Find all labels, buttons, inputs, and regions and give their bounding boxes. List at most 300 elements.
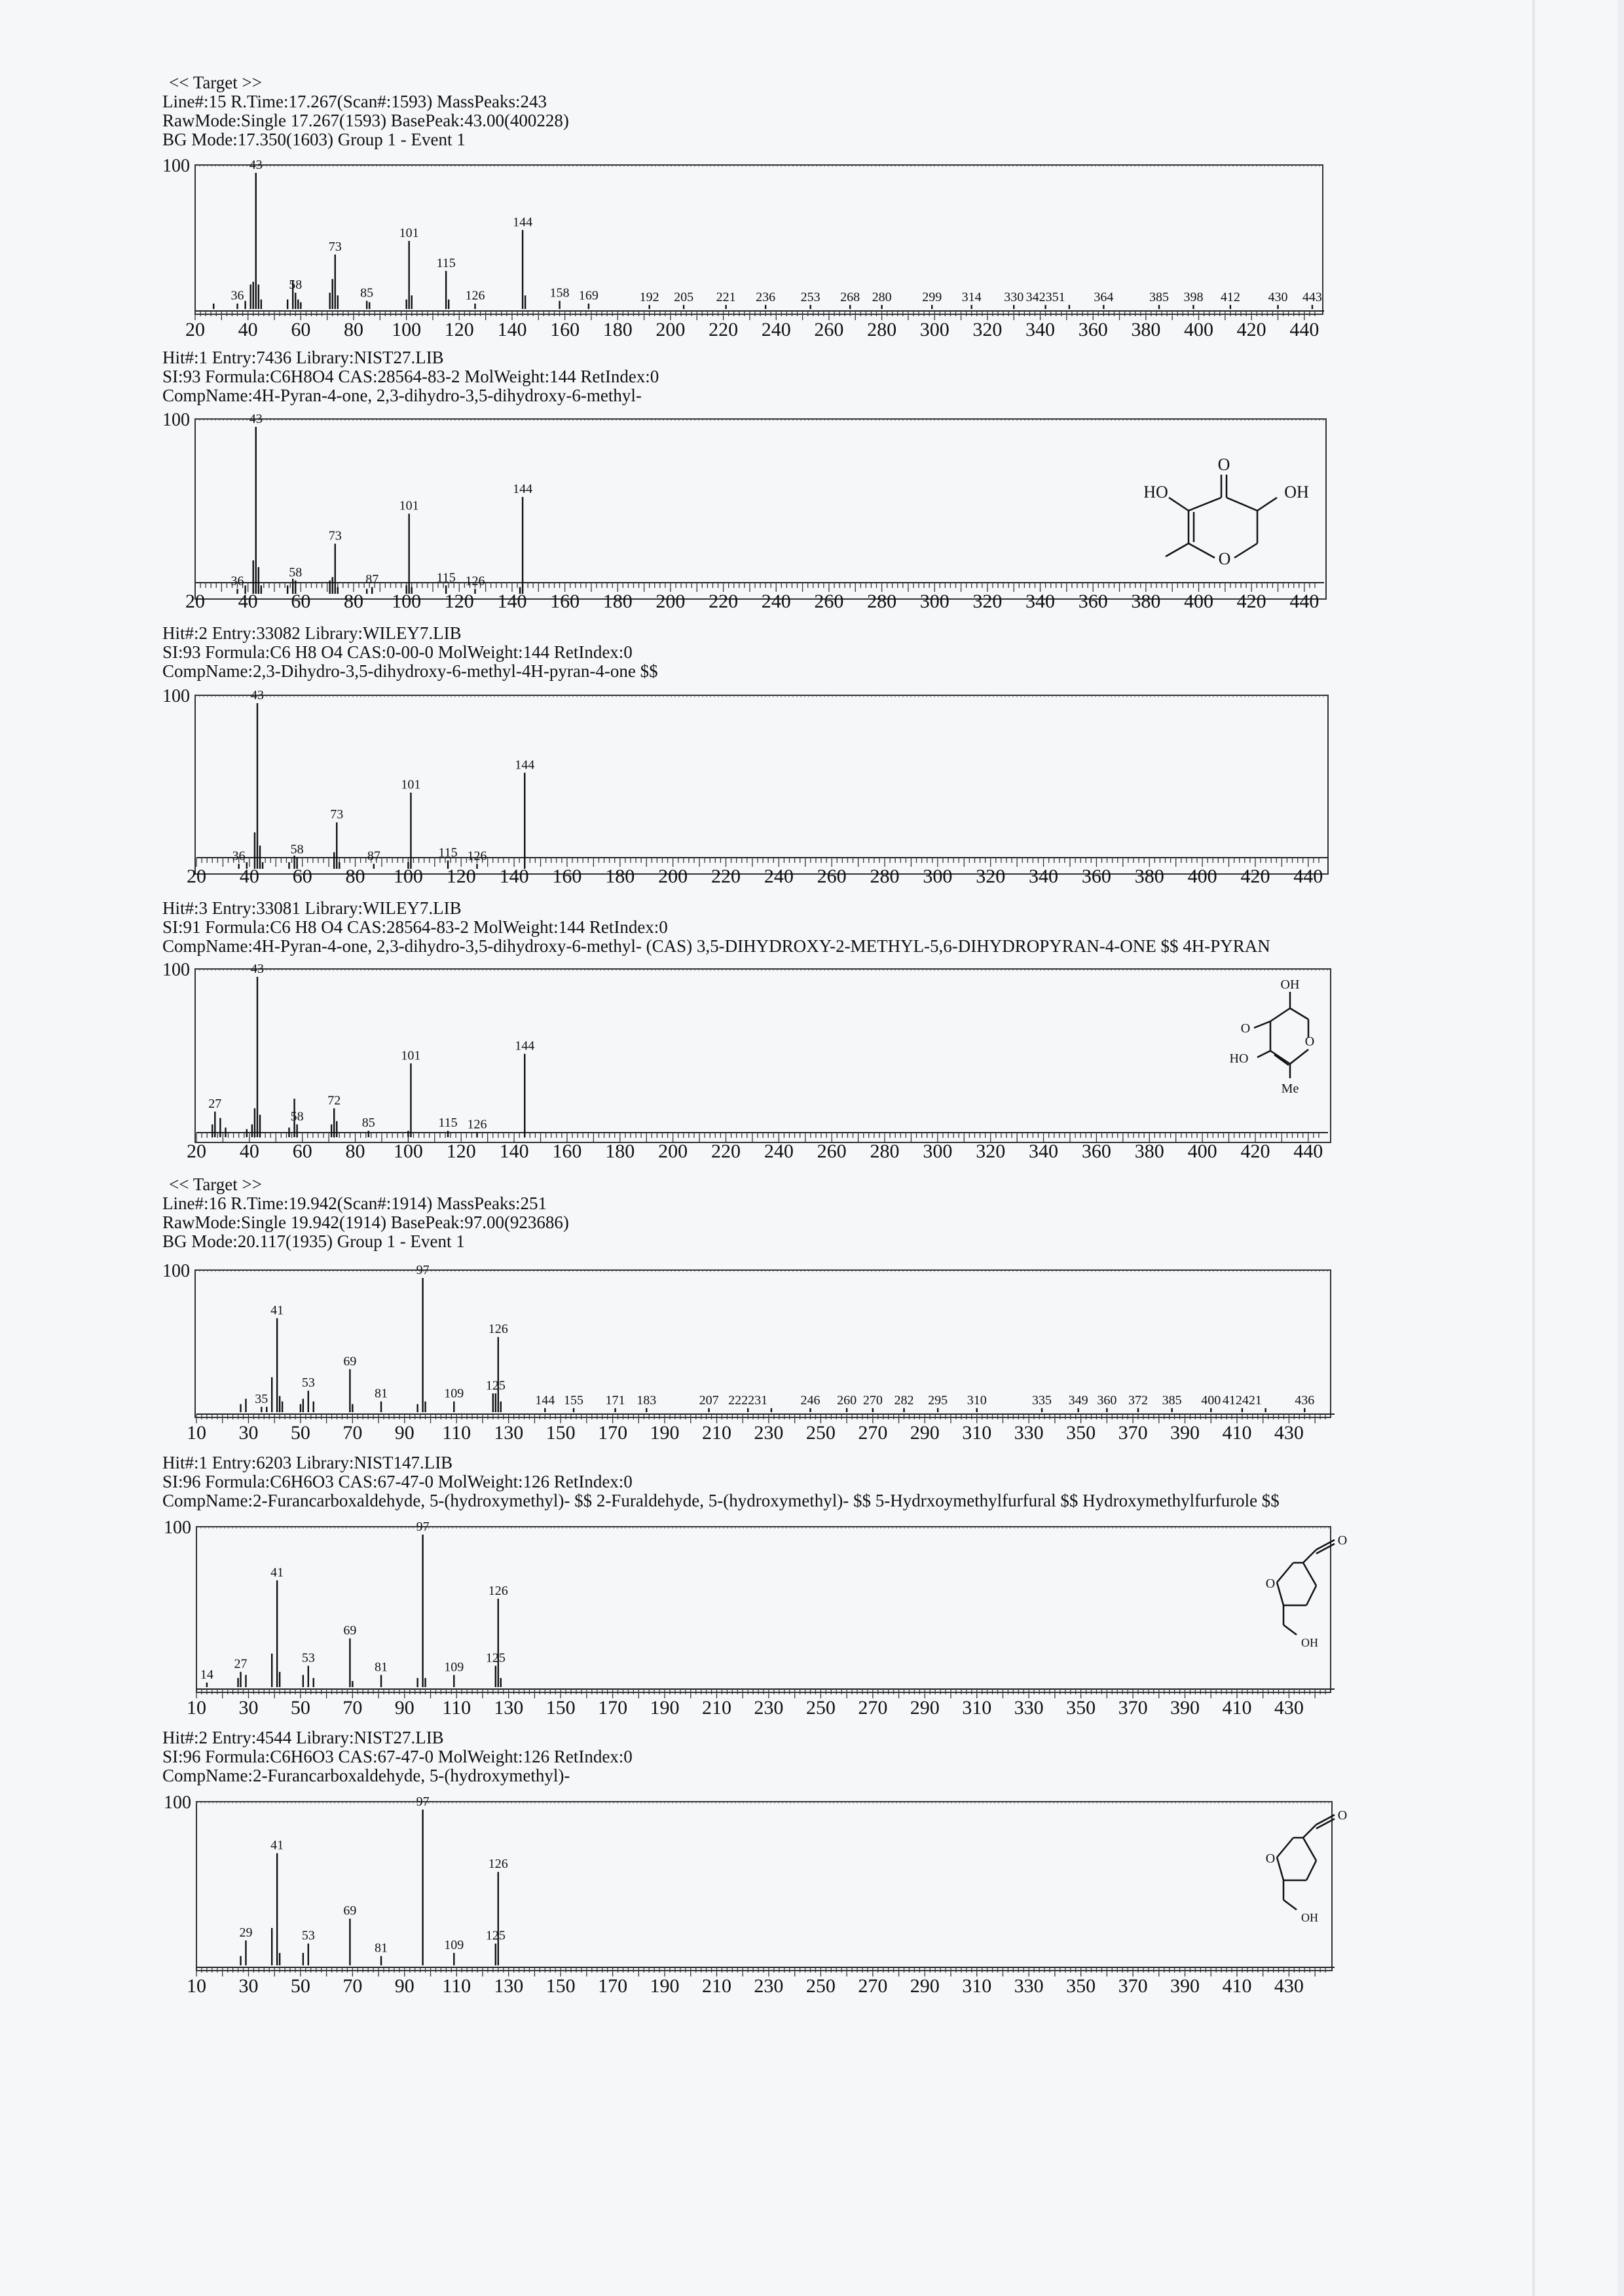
x-tick-label: 380 [1131, 591, 1161, 612]
x-tick-label: 230 [754, 1422, 784, 1444]
x-tick-label: 240 [761, 319, 791, 340]
x-tick-label: 310 [962, 1697, 992, 1719]
x-tick-label: 250 [805, 1975, 836, 1997]
panel-header-line: RawMode:Single 19.942(1914) BasePeak:97.00(923686) [162, 1212, 569, 1232]
x-tick-label: 80 [343, 319, 363, 340]
y-axis-max-label: 100 [162, 960, 190, 980]
x-tick-label: 250 [805, 1697, 836, 1719]
peak-label: 221 [716, 289, 736, 304]
peak-label: 295 [928, 1393, 948, 1408]
x-tick-label: 160 [552, 1140, 582, 1162]
x-tick-label: 160 [550, 591, 580, 612]
peak-label: 126 [465, 574, 485, 589]
x-tick-label: 70 [342, 1975, 363, 1997]
peak-label: 27 [208, 1096, 222, 1111]
x-tick-label: 340 [1025, 591, 1056, 612]
peak-label: 436 [1295, 1393, 1315, 1408]
peak-label: 109 [444, 1937, 464, 1952]
peak-label: 87 [365, 572, 379, 587]
peak-label: 364 [1094, 289, 1114, 304]
x-tick-label: 410 [1222, 1697, 1252, 1719]
x-tick-label: 350 [1066, 1697, 1096, 1719]
x-tick-label: 170 [598, 1697, 628, 1719]
x-tick-label: 440 [1293, 866, 1323, 887]
peak-label: 385 [1162, 1393, 1182, 1408]
ring-bond-4 [1277, 1857, 1283, 1880]
x-tick-label: 220 [710, 1140, 741, 1162]
peak-label: 430 [1268, 289, 1288, 304]
x-tick-label: 320 [976, 866, 1006, 887]
peak-label: 169 [578, 288, 599, 303]
x-tick-label: 150 [545, 1422, 576, 1444]
peak-label: 97 [416, 1795, 430, 1809]
peak-label: 236 [756, 289, 776, 304]
peak-label: 360 [1097, 1393, 1117, 1408]
x-tick-label: 90 [394, 1422, 415, 1444]
x-tick-label: 10 [187, 1697, 206, 1719]
panel-header-line: SI:93 Formula:C6H8O4 CAS:28564-83-2 MolWeight:144 RetIndex:0 [162, 367, 659, 386]
peak-label: 29 [239, 1925, 253, 1940]
peak-label: 314 [961, 289, 982, 304]
x-tick-label: 210 [701, 1422, 731, 1444]
x-tick-label: 30 [238, 1697, 259, 1719]
peak-label: 260 [837, 1393, 857, 1408]
peak-label: 412421 [1222, 1393, 1262, 1408]
x-tick-label: 290 [910, 1697, 940, 1719]
x-tick-label: 180 [605, 866, 635, 887]
x-tick-label: 430 [1274, 1975, 1304, 1997]
x-tick-label: 140 [499, 1140, 529, 1162]
x-tick-label: 190 [650, 1975, 680, 1997]
peak-label: 125 [485, 1928, 506, 1943]
peak-label: 101 [401, 1048, 421, 1063]
peak-label: 69 [343, 1354, 357, 1369]
peak-label: 115 [438, 1116, 458, 1131]
x-tick-label: 400 [1187, 1140, 1217, 1162]
peak-label: 299 [922, 289, 942, 304]
peak-label: 69 [343, 1623, 357, 1638]
x-tick-label: 50 [290, 1697, 310, 1719]
atom-label-ho: HO [1229, 1051, 1249, 1066]
x-tick-label: 110 [442, 1697, 471, 1719]
peak-label: 73 [328, 528, 342, 543]
atom-label-oh: OH [1280, 977, 1300, 992]
x-tick-label: 270 [858, 1697, 888, 1719]
x-tick-label: 400 [1184, 319, 1214, 340]
peak-label: 53 [301, 1928, 315, 1943]
peak-label: 158 [549, 285, 570, 301]
x-tick-label: 50 [290, 1422, 310, 1444]
x-tick-label: 310 [962, 1975, 992, 1997]
peak-label: 385 [1149, 289, 1170, 304]
x-tick-label: 80 [345, 866, 365, 887]
atom-label-oh: OH [1301, 1911, 1318, 1924]
x-tick-label: 440 [1289, 591, 1320, 612]
peak-label: 81 [375, 1941, 388, 1956]
x-tick-label: 30 [238, 1975, 259, 1997]
x-tick-label: 120 [444, 319, 474, 340]
peak-label: 36 [231, 288, 244, 303]
panel-header-line: CompName:2,3-Dihydro-3,5-dihydroxy-6-methyl-4H-pyran-4-one $$ [162, 661, 658, 681]
panel-header-line: CompName:4H-Pyran-4-one, 2,3-dihydro-3,5-dihydroxy-6-methyl- (CAS) 3,5-DIHYDROXY-2-METHYL-5,6-DIHYDROPYRAN-4-ONE $$ 4H-PYRAN [162, 936, 1270, 956]
y-axis-max-label: 100 [164, 1793, 191, 1813]
x-tick-label: 280 [870, 866, 900, 887]
peak-label: 126 [467, 848, 487, 864]
peak-label: 126 [465, 288, 485, 303]
peak-label: 41 [270, 1565, 284, 1580]
x-tick-label: 350 [1066, 1975, 1096, 1997]
x-tick-label: 90 [394, 1697, 415, 1719]
atom-label-oh: OH [1284, 483, 1309, 501]
x-tick-label: 390 [1170, 1697, 1200, 1719]
peak-label: 207 [699, 1393, 719, 1408]
peak-label: 109 [444, 1660, 464, 1675]
peak-label: 246 [800, 1393, 821, 1408]
x-tick-label: 320 [972, 591, 1003, 612]
peak-label: 43 [249, 412, 263, 426]
x-tick-label: 390 [1170, 1975, 1200, 1997]
x-tick-label: 230 [754, 1975, 784, 1997]
panel-header-line: CompName:2-Furancarboxaldehyde, 5-(hydroxymethyl)- $$ 2-Furaldehyde, 5-(hydroxymethyl)- $$ 5-Hydrxoymethylfurfural $$ Hydroxymethylfurfurole $$ [162, 1491, 1280, 1510]
peak-label: 101 [399, 226, 419, 240]
peak-label: 171 [605, 1393, 625, 1408]
peak-label: 73 [328, 239, 342, 254]
panel-header-line: SI:91 Formula:C6 H8 O4 CAS:28564-83-2 MolWeight:144 RetIndex:0 [162, 917, 668, 937]
x-tick-label: 180 [602, 319, 633, 340]
x-tick-label: 370 [1118, 1422, 1148, 1444]
peak-label: 101 [401, 777, 421, 792]
peak-label: 109 [444, 1386, 464, 1401]
y-axis-max-label: 100 [162, 686, 190, 706]
x-tick-label: 40 [238, 319, 258, 340]
x-tick-label: 10 [187, 1975, 206, 1997]
panel-header-line: SI:96 Formula:C6H6O3 CAS:67-47-0 MolWeight:126 RetIndex:0 [162, 1472, 633, 1491]
x-tick-label: 260 [817, 1140, 847, 1162]
peak-label: 41 [270, 1303, 284, 1318]
x-tick-label: 120 [444, 591, 474, 612]
x-tick-label: 370 [1118, 1697, 1148, 1719]
x-tick-label: 240 [761, 591, 791, 612]
x-tick-label: 70 [342, 1422, 363, 1444]
x-tick-label: 20 [187, 1140, 206, 1162]
x-tick-label: 300 [923, 866, 953, 887]
x-tick-label: 170 [598, 1422, 628, 1444]
atom-label-o_ald: O [1337, 1533, 1348, 1548]
y-axis-max-label: 100 [164, 1518, 191, 1538]
panel-header-line: Hit#:2 Entry:4544 Library:NIST27.LIB [162, 1728, 444, 1747]
peak-label: 69 [343, 1903, 357, 1918]
x-tick-label: 40 [239, 866, 259, 887]
peak-label: 101 [399, 498, 419, 513]
atom-label-me: Me [1281, 1082, 1299, 1096]
atom-label-o_ring: O [1265, 1576, 1276, 1591]
x-tick-label: 410 [1222, 1422, 1252, 1444]
peak-label: 412 [1220, 289, 1240, 304]
x-tick-label: 240 [764, 1140, 794, 1162]
x-tick-label: 20 [187, 866, 206, 887]
peak-label: 222231 [728, 1393, 768, 1408]
x-tick-label: 100 [393, 866, 423, 887]
peak-label: 144 [535, 1393, 555, 1408]
peak-label: 58 [290, 842, 304, 857]
x-tick-label: 420 [1240, 1140, 1270, 1162]
peak-label: 35 [255, 1391, 268, 1406]
x-tick-label: 100 [393, 1140, 423, 1162]
peak-label: 85 [360, 285, 374, 301]
ring-bond-5 [1277, 1838, 1293, 1857]
x-tick-label: 440 [1293, 1140, 1323, 1162]
x-tick-label: 170 [598, 1975, 628, 1997]
structure-hmf [1266, 1808, 1347, 1924]
x-tick-label: 40 [238, 591, 258, 612]
x-tick-label: 40 [239, 1140, 259, 1162]
y-axis-max-label: 100 [162, 410, 190, 430]
peak-label: 125 [485, 1378, 506, 1393]
panel-header-line: BG Mode:20.117(1935) Group 1 - Event 1 [162, 1231, 465, 1251]
panel-header-line: Line#:15 R.Time:17.267(Scan#:1593) MassPeaks:243 [162, 92, 547, 111]
peak-label: 53 [301, 1650, 315, 1666]
atom-label-oh: OH [1301, 1636, 1318, 1649]
peak-label: 268 [840, 289, 860, 304]
panel-header-line: SI:93 Formula:C6 H8 O4 CAS:0-00-0 MolWeight:144 RetIndex:0 [162, 642, 633, 662]
ring-bond-1 [1303, 1838, 1316, 1861]
peak-label: 43 [250, 962, 264, 976]
atom-label-o_top: O [1217, 455, 1230, 474]
peak-label: 126 [488, 1322, 508, 1337]
x-tick-label: 360 [1081, 866, 1111, 887]
peak-label: 115 [436, 570, 456, 585]
x-tick-label: 50 [290, 1975, 310, 1997]
peak-label: 335 [1032, 1393, 1052, 1408]
x-tick-label: 200 [658, 1140, 688, 1162]
x-tick-label: 200 [655, 591, 686, 612]
peak-label: 270 [862, 1393, 883, 1408]
x-tick-label: 140 [497, 591, 527, 612]
peak-label: 400 [1201, 1393, 1221, 1408]
x-tick-label: 220 [709, 319, 739, 340]
x-tick-label: 190 [650, 1422, 680, 1444]
peak-label: 115 [438, 845, 458, 860]
peak-label: 144 [513, 215, 533, 230]
peak-label: 36 [232, 848, 246, 864]
oh-bond [1283, 1900, 1297, 1910]
x-tick-label: 270 [858, 1975, 888, 1997]
x-tick-label: 280 [867, 319, 897, 340]
panel-header-line: Line#:16 R.Time:19.942(Scan#:1914) MassPeaks:251 [162, 1194, 547, 1213]
x-tick-label: 130 [494, 1422, 524, 1444]
x-tick-label: 260 [817, 866, 847, 887]
peak-label: 282 [894, 1393, 914, 1408]
x-tick-label: 380 [1131, 319, 1161, 340]
peak-label: 97 [416, 1263, 430, 1277]
panel-header-line: SI:96 Formula:C6H6O3 CAS:67-47-0 MolWeight:126 RetIndex:0 [162, 1747, 633, 1766]
peak-label: 144 [515, 757, 535, 773]
peak-label: 72 [327, 1093, 341, 1108]
x-tick-label: 60 [292, 1140, 312, 1162]
peak-label: 144 [513, 482, 533, 497]
x-tick-label: 370 [1118, 1975, 1148, 1997]
x-tick-label: 60 [291, 591, 311, 612]
x-tick-label: 380 [1134, 866, 1164, 887]
peak-label: 125 [485, 1650, 506, 1666]
x-tick-label: 80 [345, 1140, 365, 1162]
panel-header-line: CompName:4H-Pyran-4-one, 2,3-dihydro-3,5-dihydroxy-6-methyl- [162, 386, 642, 405]
atom-label-o_ring: O [1265, 1851, 1276, 1866]
x-tick-label: 20 [185, 591, 205, 612]
x-tick-label: 10 [187, 1422, 206, 1444]
peak-label: 126 [467, 1117, 487, 1132]
x-tick-label: 250 [805, 1422, 836, 1444]
panel-header-line: RawMode:Single 17.267(1593) BasePeak:43.00(400228) [162, 111, 569, 130]
atom-label-o_left: O [1240, 1021, 1251, 1036]
peak-label: 97 [416, 1520, 430, 1534]
x-tick-label: 120 [446, 866, 476, 887]
panel-header-line: Hit#:1 Entry:7436 Library:NIST27.LIB [162, 348, 444, 367]
x-tick-label: 330 [1014, 1422, 1044, 1444]
peak-label: 43 [250, 688, 264, 702]
x-tick-label: 270 [858, 1422, 888, 1444]
peak-label: 349 [1068, 1393, 1088, 1408]
peak-label: 58 [289, 278, 303, 293]
ring-bond-2 [1306, 1861, 1316, 1880]
x-tick-label: 220 [710, 866, 741, 887]
peak-label: 53 [301, 1376, 315, 1391]
peak-label: 144 [515, 1038, 535, 1053]
peak-label: 253 [800, 289, 821, 304]
x-tick-label: 130 [494, 1975, 524, 1997]
y-axis-max-label: 100 [162, 1261, 190, 1281]
panel-header-line: Hit#:1 Entry:6203 Library:NIST147.LIB [162, 1453, 453, 1472]
peak-label: 85 [361, 1116, 375, 1131]
peak-label: 183 [637, 1393, 657, 1408]
x-tick-label: 210 [701, 1697, 731, 1719]
x-tick-label: 350 [1066, 1422, 1096, 1444]
x-tick-label: 390 [1170, 1422, 1200, 1444]
x-tick-label: 430 [1274, 1422, 1304, 1444]
y-axis-max-label: 100 [162, 156, 190, 176]
x-tick-label: 360 [1078, 319, 1108, 340]
atom-label-o_ring: O [1218, 549, 1231, 568]
x-tick-label: 100 [392, 319, 422, 340]
x-tick-label: 150 [545, 1697, 576, 1719]
x-tick-label: 290 [910, 1422, 940, 1444]
x-tick-label: 90 [394, 1975, 415, 1997]
peak-label: 372 [1128, 1393, 1149, 1408]
peak-label: 43 [249, 158, 263, 172]
peak-label: 443 [1302, 289, 1322, 304]
x-tick-label: 160 [550, 319, 580, 340]
x-tick-label: 180 [605, 1140, 635, 1162]
peak-label: 126 [488, 1583, 508, 1598]
x-tick-label: 360 [1081, 1140, 1111, 1162]
x-tick-label: 150 [545, 1975, 576, 1997]
peak-label: 192 [639, 289, 659, 304]
peak-label: 280 [872, 289, 892, 304]
x-tick-label: 280 [867, 591, 897, 612]
panel-header-line: << Target >> [169, 73, 263, 92]
x-tick-label: 110 [442, 1422, 471, 1444]
x-tick-label: 120 [446, 1140, 476, 1162]
peak-label: 27 [234, 1656, 248, 1671]
x-tick-label: 220 [709, 591, 739, 612]
x-tick-label: 300 [919, 591, 950, 612]
x-tick-label: 420 [1236, 319, 1266, 340]
peak-label: 155 [564, 1393, 583, 1408]
x-tick-label: 190 [650, 1697, 680, 1719]
panel-header-line: BG Mode:17.350(1603) Group 1 - Event 1 [162, 130, 466, 149]
x-tick-label: 340 [1025, 319, 1056, 340]
x-tick-label: 340 [1029, 1140, 1059, 1162]
x-tick-label: 70 [342, 1697, 363, 1719]
x-tick-label: 400 [1187, 866, 1217, 887]
peak-label: 36 [231, 574, 244, 589]
x-tick-label: 360 [1078, 591, 1108, 612]
x-tick-label: 330 [1014, 1975, 1044, 1997]
plot-frame [196, 1802, 1332, 1971]
x-tick-label: 200 [658, 866, 688, 887]
x-tick-label: 310 [962, 1422, 992, 1444]
x-tick-label: 320 [972, 319, 1003, 340]
peak-label: 126 [488, 1857, 508, 1872]
x-tick-label: 110 [442, 1975, 471, 1997]
peak-label: 58 [290, 1109, 304, 1124]
x-tick-label: 180 [602, 591, 633, 612]
x-tick-label: 140 [497, 319, 527, 340]
x-tick-label: 440 [1289, 319, 1320, 340]
x-tick-label: 290 [910, 1975, 940, 1997]
x-tick-label: 330 [1014, 1697, 1044, 1719]
x-tick-label: 300 [919, 319, 950, 340]
x-tick-label: 100 [392, 591, 422, 612]
panel-header-line: CompName:2-Furancarboxaldehyde, 5-(hydroxymethyl)- [162, 1766, 570, 1785]
peak-label: 41 [270, 1838, 284, 1853]
x-tick-label: 380 [1134, 1140, 1164, 1162]
panel-header-line: Hit#:2 Entry:33082 Library:WILEY7.LIB [162, 623, 462, 643]
x-tick-label: 60 [292, 866, 312, 887]
x-tick-label: 300 [923, 1140, 953, 1162]
panel-header-line: Hit#:3 Entry:33081 Library:WILEY7.LIB [162, 898, 462, 918]
x-tick-label: 400 [1184, 591, 1214, 612]
x-tick-label: 240 [764, 866, 794, 887]
atom-label-ho: HO [1143, 483, 1168, 501]
peak-label: 205 [674, 289, 694, 304]
x-tick-label: 260 [814, 319, 844, 340]
x-tick-label: 420 [1236, 591, 1266, 612]
x-tick-label: 340 [1029, 866, 1059, 887]
x-tick-label: 210 [701, 1975, 731, 1997]
x-tick-label: 430 [1274, 1697, 1304, 1719]
x-tick-label: 320 [976, 1140, 1006, 1162]
x-tick-label: 60 [291, 319, 311, 340]
x-tick-label: 420 [1240, 866, 1270, 887]
peak-label: 58 [289, 565, 303, 580]
peak-label: 342351 [1025, 289, 1065, 304]
peak-label: 310 [967, 1393, 987, 1408]
x-tick-label: 130 [494, 1697, 524, 1719]
peak-label: 87 [367, 848, 380, 864]
peak-label: 81 [375, 1660, 388, 1675]
x-tick-label: 140 [499, 866, 529, 887]
x-tick-label: 20 [185, 319, 205, 340]
peak-label: 14 [200, 1667, 213, 1683]
x-tick-label: 200 [655, 319, 686, 340]
x-tick-label: 410 [1222, 1975, 1252, 1997]
peak-label: 73 [330, 807, 344, 822]
atom-label-o_ring: O [1304, 1034, 1315, 1049]
ring-aldehyde-bond [1303, 1825, 1316, 1838]
x-tick-label: 260 [814, 591, 844, 612]
x-tick-label: 30 [238, 1422, 259, 1444]
